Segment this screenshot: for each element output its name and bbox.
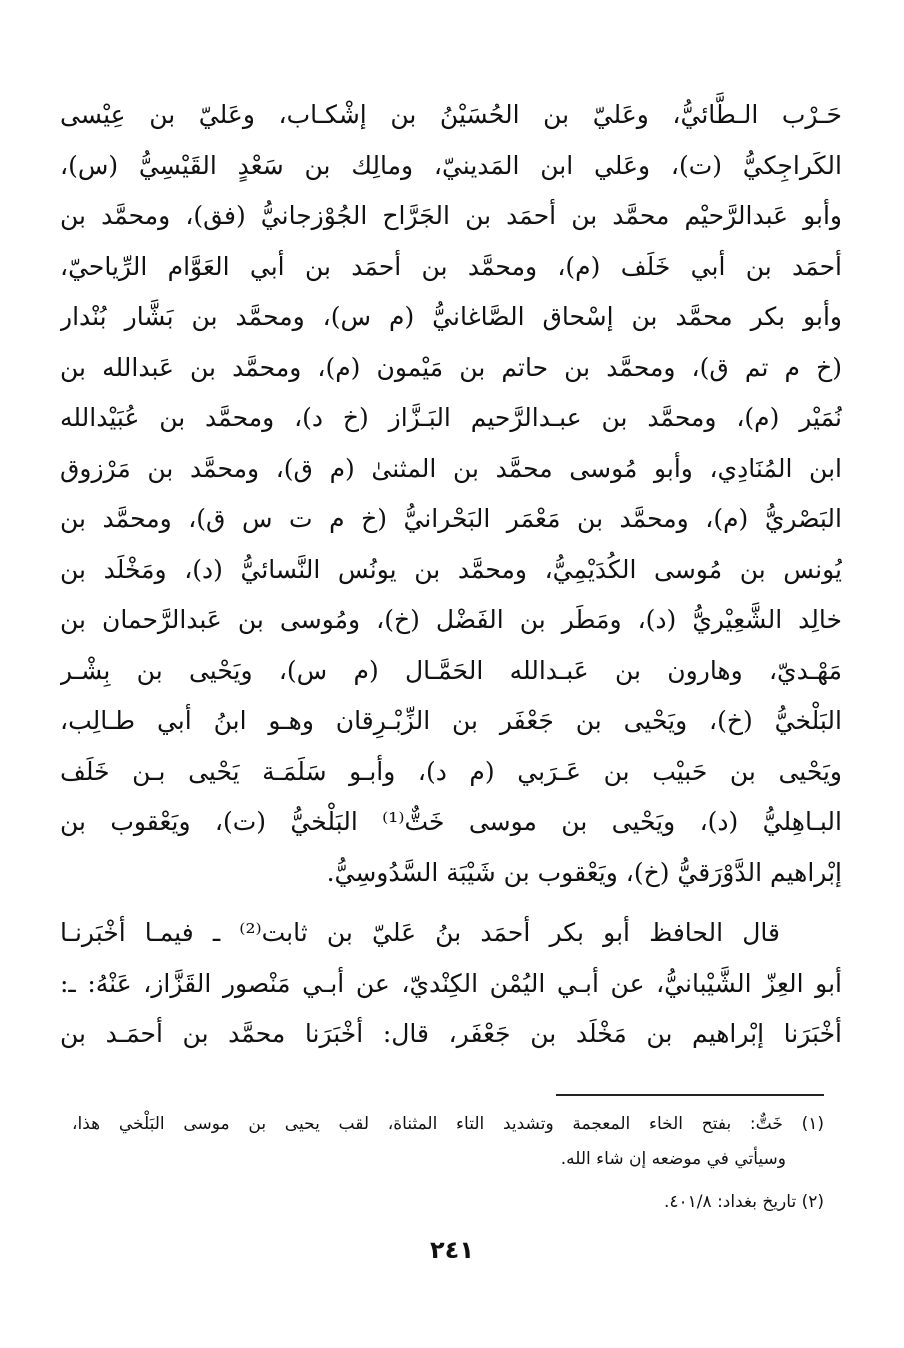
text-line: وأبو بكر محمَّد بن إسْحاق الصَّاغانيُّ (م س)، ومحمَّد بن بَشَّار بُنْدار — [60, 302, 842, 331]
footnote-1-line-1: (١) خَتٌّ: بفتح الخاء المعجمة وتشديد التاء المثناة، لقب يحيى بن موسى البَلْخي هذا، — [72, 1114, 824, 1134]
text-line: يُونس بن مُوسى الكُدَيْمِيُّ، ومحمَّد بن يونُس النَّسائيُّ (د)، ومَخْلَد بن — [60, 554, 842, 584]
footnote-2: (٢) تاريخ بغداد: ٤٠١/٨. — [664, 1192, 824, 1212]
text-line: وأبو عَبدالرَّحيْم محمَّد بن أحمَد بن الجَرَّاح الجُوْزجانيُّ (فق)، ومحمَّد بن — [60, 201, 842, 230]
text-line: (خ م تم ق)، ومحمَّد بن حاتم بن مَيْمون (م)، ومحمَّد بن عَبدالله بن — [60, 352, 842, 382]
footnote-separator — [556, 1094, 824, 1096]
text-line: البـاهِليُّ (د)، ويَحْيى بن موسى خَتٌّ⁽¹⁾ البَلْخيُّ (ت)، ويَعْقوب بن — [60, 807, 842, 836]
text-line: مَهْـديّ، وهارون بن عَبـدالله الحَمَّـال (م س)، ويَحْيى بن بِشْـر — [60, 655, 842, 685]
text-line: أبو العِزّ الشَّيْبانيُّ، عن أبـي اليُمْن الكِنْديّ، عن أبـي مَنْصور القَزَّاز، عَنْهُ: ـ: — [60, 968, 842, 998]
text-line: الكَراجِكيُّ (ت)، وعَلي ابن المَدينيّ، ومالِك بن سَعْدٍ القَيْسِيُّ (س)، — [60, 150, 842, 180]
text-line: ابن المُنَادِي، وأبو مُوسى محمَّد بن المثنىٰ (م ق)، ومحمَّد بن مَرْزوق — [60, 453, 842, 483]
text-line: البَلْخيُّ (خ)، ويَحْيى بن جَعْفَر بن الزِّبْـرِقان وهـو ابنُ أبي طـالِب، — [60, 706, 842, 735]
footnotes — [72, 1107, 824, 1220]
text-line: البَصْريُّ (م)، ومحمَّد بن مَعْمَر البَحْرانيُّ (خ م ت س ق)، ومحمَّد بن — [60, 504, 842, 533]
text-line: ويَحْيى بن حَبيْب بن عَـرَبي (م د)، وأبـو سَلَمَـة يَحْيى بـن خَلَف — [60, 756, 842, 786]
text-line: إبْراهيم الدَّوْرَقيُّ (خ)، ويَعْقوب بن شَيْبَة السَّدُوسِيُّ. — [326, 857, 842, 887]
paragraph-isnad — [60, 908, 842, 1060]
footnote-1-line-2: وسيأتي في موضعه إن شاء الله. — [560, 1149, 786, 1169]
text-line: أحمَد بن أبي خَلَف (م)، ومحمَّد بن أحمَد بن أبي العَوَّام الرِّياحيّ، — [60, 251, 842, 281]
text-line: خالِد الشَّعِيْريُّ (د)، ومَطَر بن الفَضْل (خ)، ومُوسى بن عَبدالرَّحمان بن — [60, 605, 842, 634]
page-number: ٢٤١ — [430, 1236, 474, 1264]
text-line: أخْبَرَنا إبْراهيم بن مَخْلَد بن جَعْفَر، قال: أخْبَرَنا محمَّد بن أحمَـد بن — [60, 1019, 842, 1048]
text-line: قال الحافظ أبو بكر أحمَد بنُ عَليّ بن ثابت⁽²⁾ ـ فيمـا أخْبَرنـا — [60, 918, 780, 947]
text-line: نُمَيْر (م)، ومحمَّد بن عبـدالرَّحيم البَـزَّاز (خ د)، ومحمَّد بن عُبَيْدالله — [60, 403, 842, 432]
paragraph-narrators-list — [60, 90, 842, 898]
text-line: حَـرْب الـطَّائيُّ، وعَليّ بن الحُسَيْنُ بن إشْكـاب، وعَليّ بن عِيْسى — [60, 100, 842, 129]
